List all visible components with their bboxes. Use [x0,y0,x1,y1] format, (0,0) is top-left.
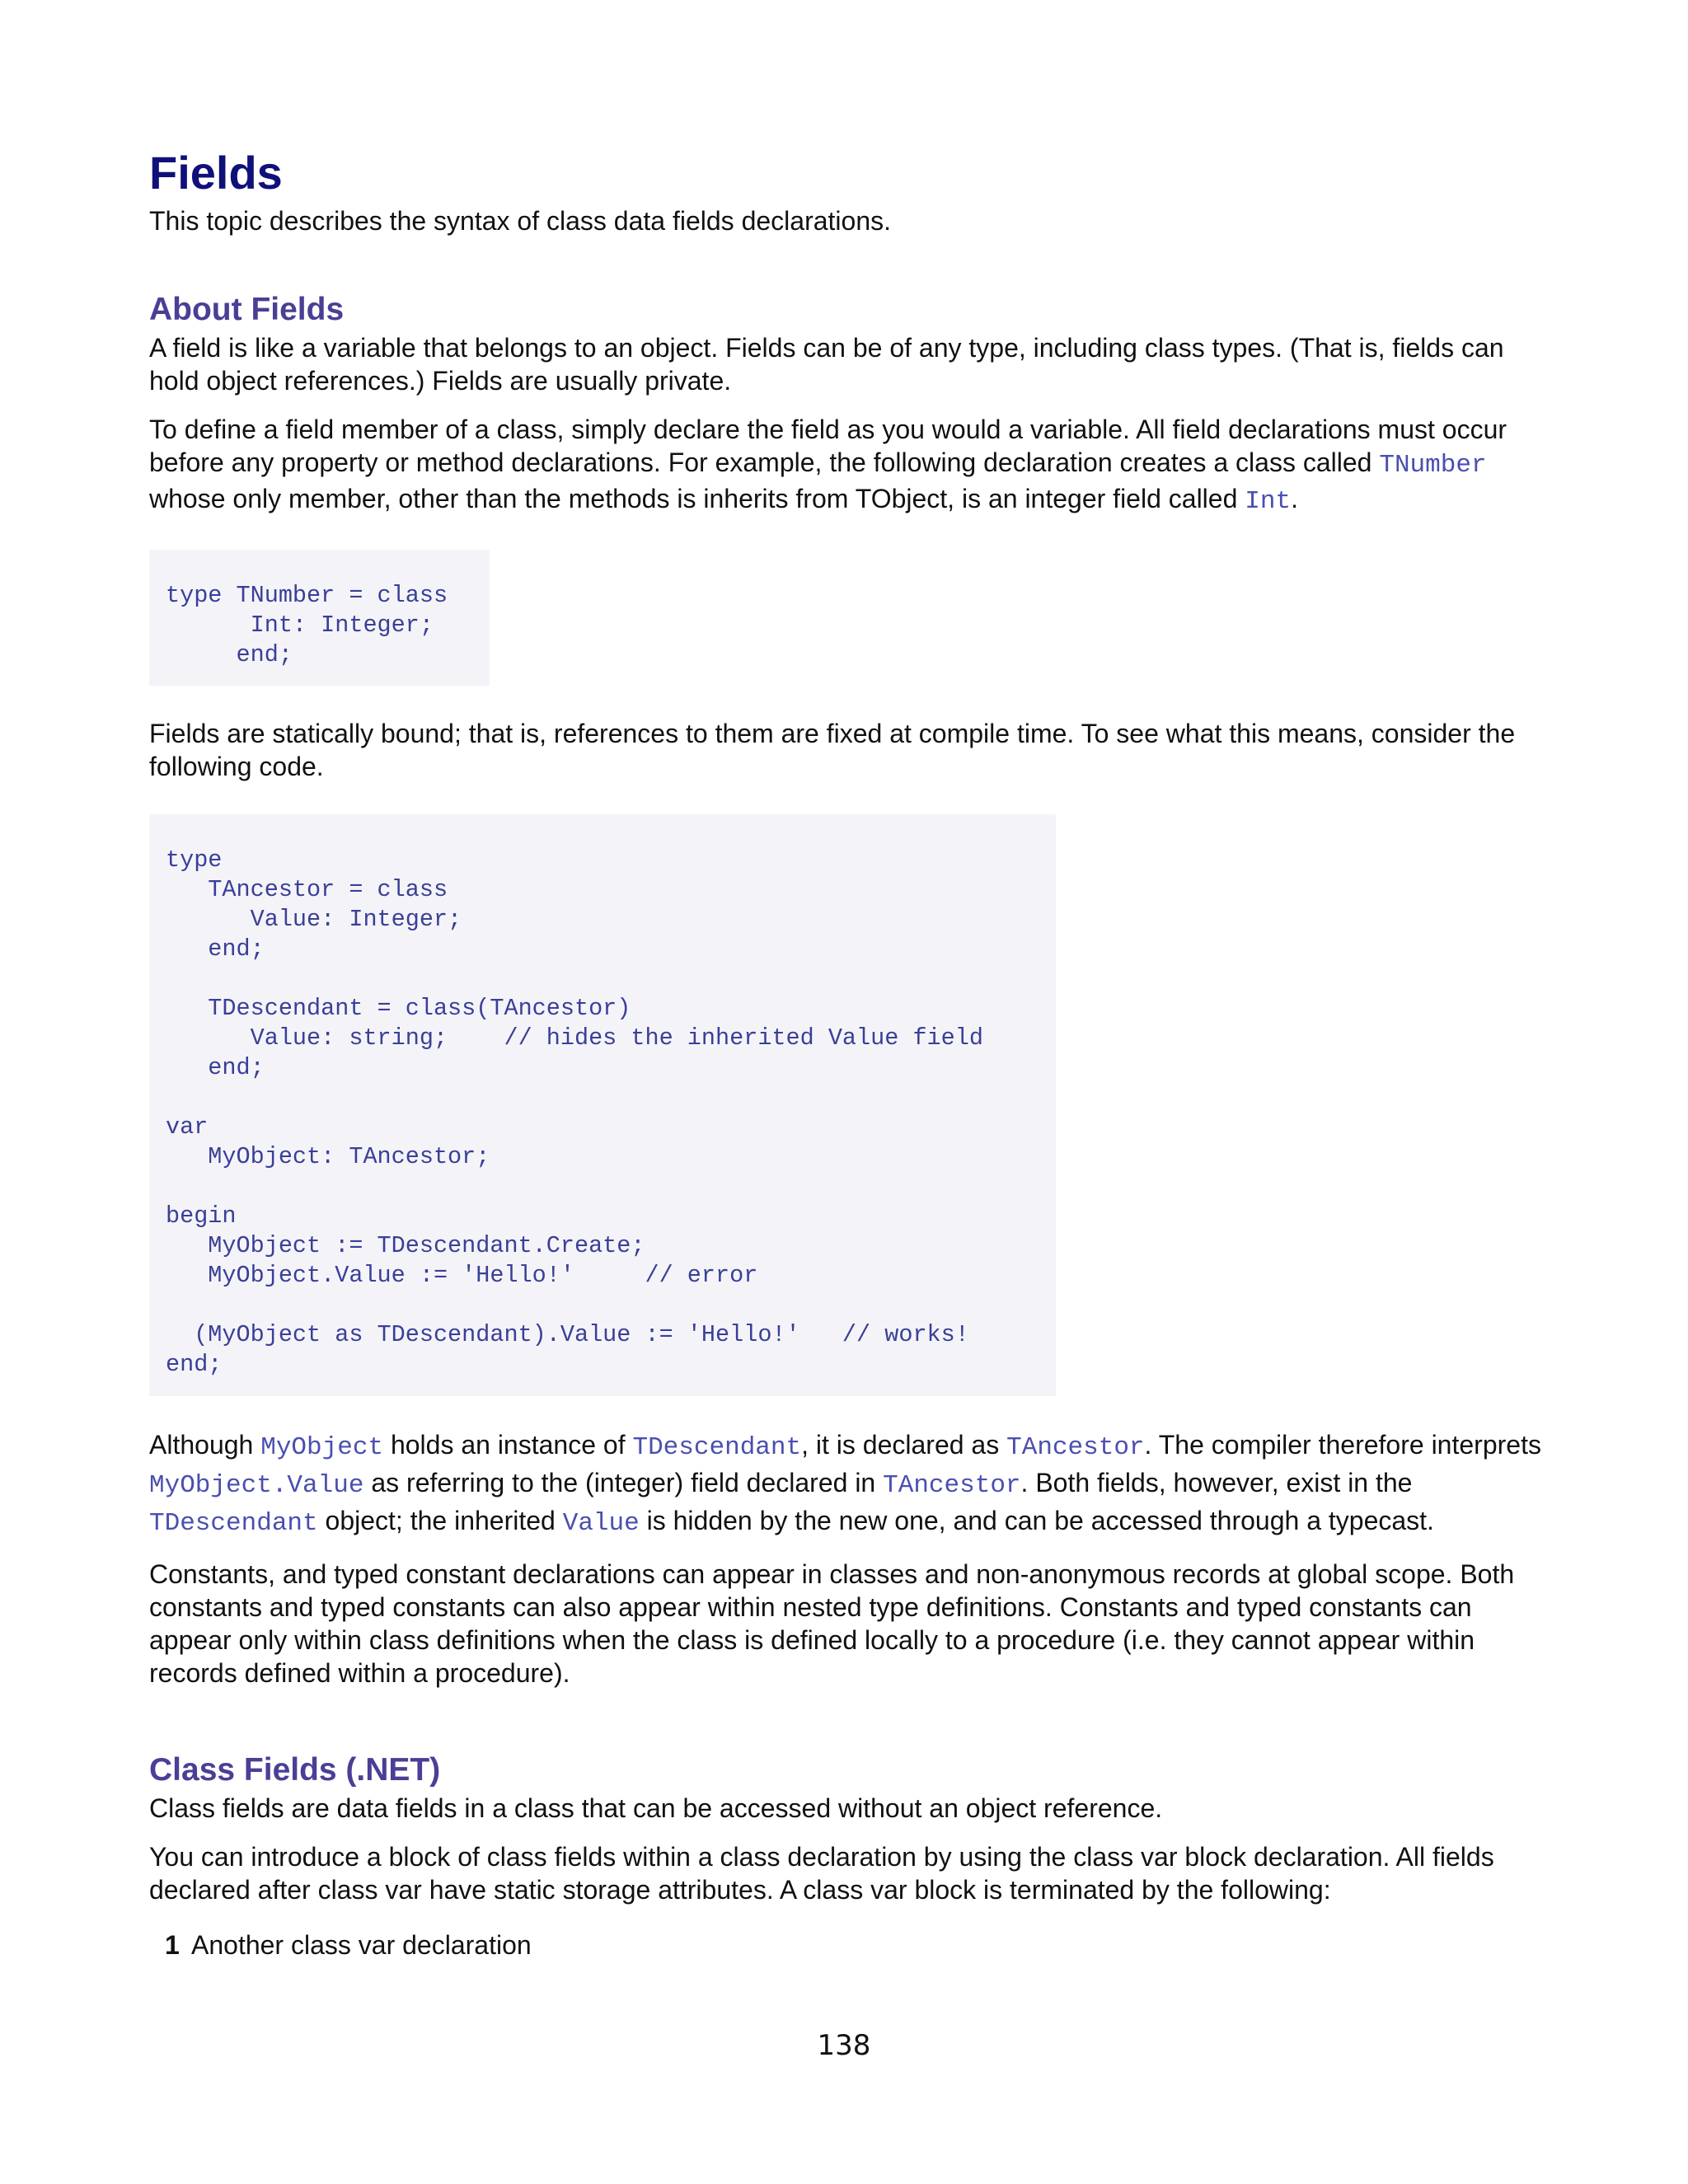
page-number: 138 [817,2029,871,2062]
inline-code-int: Int [1245,487,1292,516]
about-paragraph-2 [149,413,1550,518]
code-block-tnumber: type TNumber = class Int: Integer; end; [149,550,490,686]
about-paragraph-3: Fields are statically bound; that is, references to them are fixed at compile time. To see what this means, consider the following code. [149,719,1516,781]
page-content [149,142,1550,1961]
text-run: To define a field member of a class, simply declare the field as you would a variable. All field declarations must occur before any property or method declarations. For example, the following declaration creates a class called [149,415,1507,477]
inline-code: TDescendant [149,1509,318,1538]
text-run: as referring to the (integer) field declared in [363,1468,884,1497]
code-block-ancestor-example: type TAncestor = class Value: Integer; end; TDescendant = class(TAncestor) Value: string; // hides the inherited Value field end; var MyObject: TAncestor; begin MyObject := TDescendant.Create; MyObject.Value := 'Hello!' // error (MyObject as TDescendant).Value := 'Hello!' // works! end; [149,814,1056,1396]
inline-code: Value [562,1509,640,1538]
inline-code: TDescendant [632,1433,802,1462]
inline-code: MyObject.Value [149,1471,364,1500]
list-item-text: Another class var declaration [191,1930,532,1960]
text-run: . Both fields, however, exist in the [1020,1468,1413,1497]
page-title: Fields [149,147,283,199]
text-run: Although [149,1430,261,1460]
text-run: whose only member, other than the methods is inherits from TObject, is an integer field called [149,484,1245,513]
text-run: holds an instance of [383,1430,633,1460]
about-paragraph-1: A field is like a variable that belongs to an object. Fields can be of any type, including class types. (That is, fields can hold object references.) Fields are usually private. [149,333,1504,396]
about-paragraph-5: Constants, and typed constant declarations can appear in classes and non-anonymous records at global scope. Both constants and typed constants can also appear within nested type definitions. Constants and typed constants can appear only within class definitions when the class is defined locally to a procedure (i.e. they cannot appear within records defined within a procedure). [149,1559,1515,1688]
intro-paragraph: This topic describes the syntax of class data fields declarations. [149,206,891,236]
class-fields-paragraph-1: Class fields are data fields in a class that can be accessed without an object reference. [149,1793,1163,1823]
section-heading-class-fields: Class Fields (.NET) [149,1752,441,1788]
numbered-list [149,1929,1550,1961]
list-item [165,1929,1550,1961]
inline-code: TAncestor [883,1471,1021,1500]
inline-code: TAncestor [1006,1433,1145,1462]
text-run: object; the inherited [317,1506,563,1535]
about-paragraph-4 [149,1427,1550,1541]
text-run: , it is declared as [801,1430,1007,1460]
list-item-number: 1 [165,1930,180,1960]
text-run: . [1291,484,1298,513]
section-heading-about-fields: About Fields [149,292,345,327]
text-run: . The compiler therefore interprets [1144,1430,1541,1460]
text-run: is hidden by the new one, and can be accessed through a typecast. [639,1506,1434,1535]
class-fields-paragraph-2: You can introduce a block of class fields within a class declaration by using the class var block declaration. All fields declared after class var have static storage attributes. A class var block is terminated by the following: [149,1842,1494,1905]
inline-code: MyObject [260,1433,384,1462]
inline-code-tnumber: TNumber [1379,451,1487,480]
